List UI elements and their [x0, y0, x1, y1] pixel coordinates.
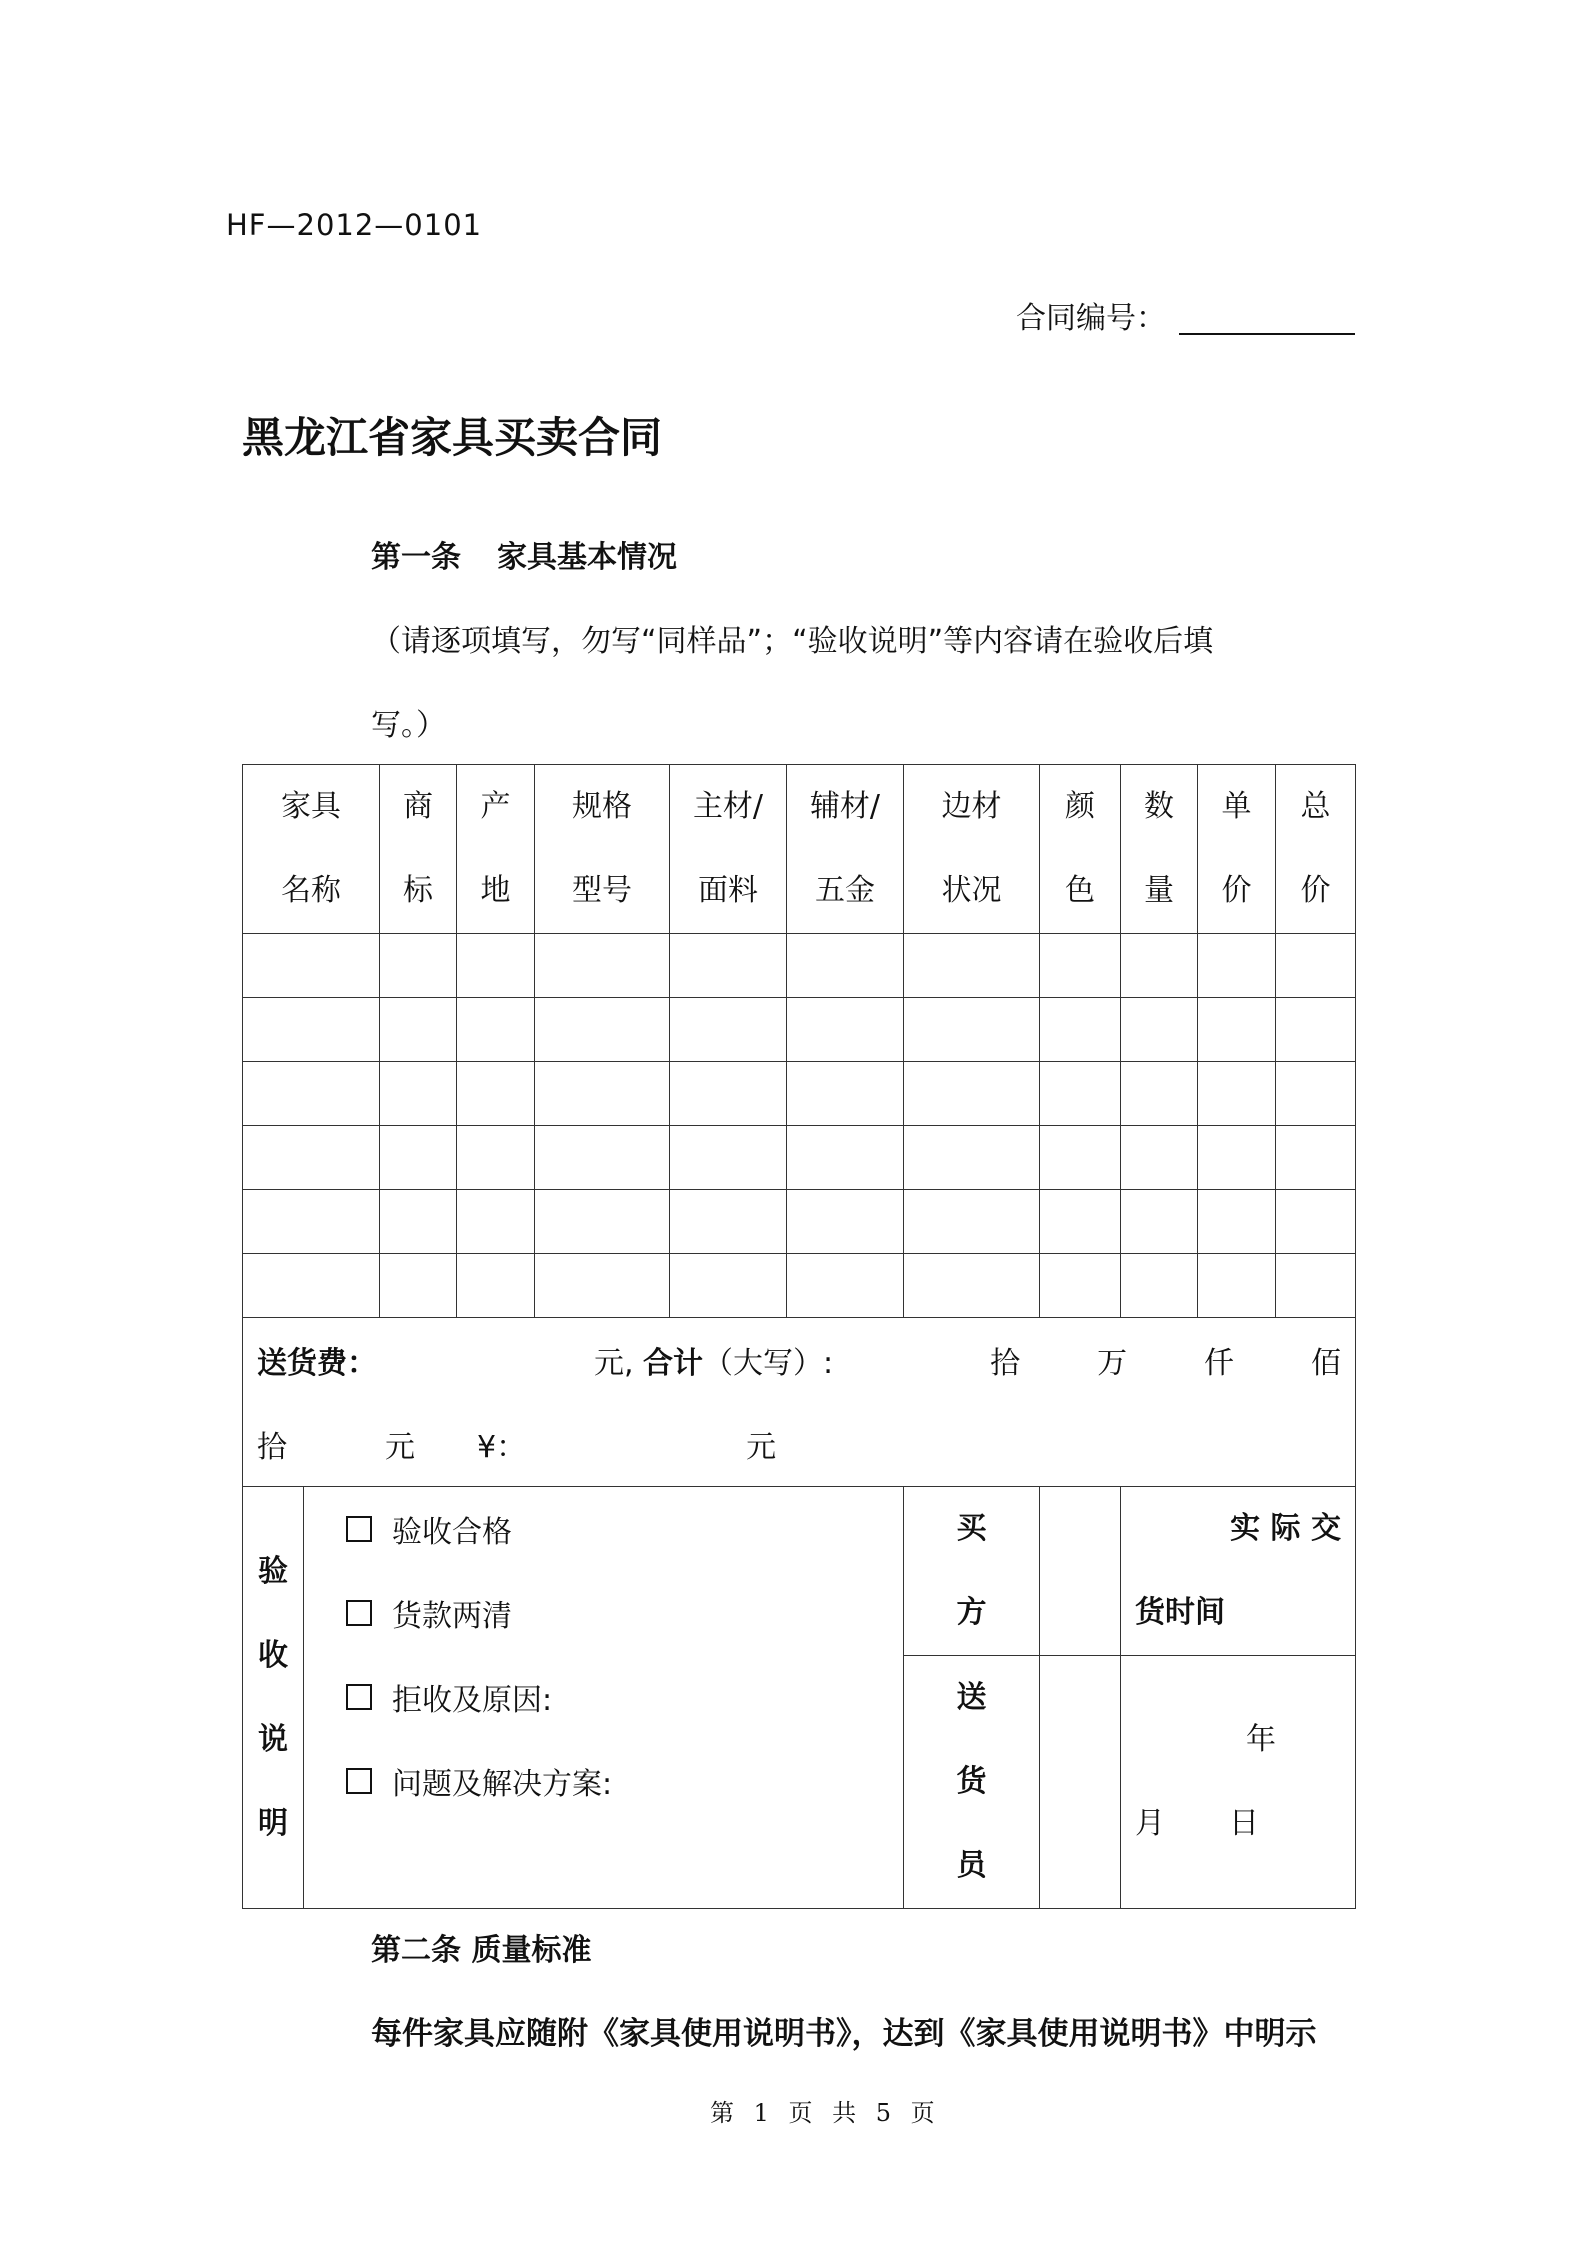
checkbox-icon[interactable] — [346, 1600, 372, 1626]
acceptance-row-1 — [243, 1487, 1356, 1656]
fee-yuan: 元, 合计（大写）: — [593, 1346, 834, 1381]
fill-note-line-1: （请逐项填写，勿写“同样品”；“验收说明”等内容请在验收后填 — [371, 624, 1214, 659]
unit-bai: 佰 — [1310, 1346, 1341, 1381]
option-rejected[interactable]: 拒收及原因: — [304, 1655, 903, 1739]
article-2-heading: 第二条 质量标准 — [371, 1933, 592, 1968]
table-row — [243, 934, 1356, 998]
acceptance-options — [304, 1487, 904, 1909]
buyer-signature-field[interactable] — [1040, 1487, 1121, 1656]
header-furniture-name: 家具 名称 — [243, 765, 380, 934]
unit-yuan: 元 — [385, 1430, 415, 1465]
unit-qian: 仟 — [1204, 1346, 1235, 1381]
unit-wan: 万 — [1097, 1346, 1128, 1381]
header-main-material: 主材/ 面料 — [670, 765, 787, 934]
delivery-fee-label: 送货费： — [257, 1346, 377, 1381]
table-header-row — [243, 765, 1356, 934]
checkbox-icon[interactable] — [346, 1516, 372, 1542]
deliverer-signature-field[interactable] — [1040, 1656, 1121, 1909]
date-month: 月 — [1135, 1806, 1165, 1841]
header-aux-material: 辅材/ 五金 — [787, 765, 904, 934]
page-footer: 第 1 页 共 5 页 — [710, 2099, 941, 2127]
header-color: 颜 色 — [1040, 765, 1121, 934]
header-quantity: 数 量 — [1121, 765, 1198, 934]
header-model: 规格 型号 — [535, 765, 670, 934]
buyer-label: 买 方 — [904, 1487, 1040, 1656]
article-1-number: 第一条 — [371, 540, 461, 575]
article-1-name: 家具基本情况 — [497, 540, 677, 575]
fee-row — [243, 1318, 1356, 1487]
header-origin: 产 地 — [457, 765, 535, 934]
contract-number-label: 合同编号： — [1016, 301, 1166, 336]
header-edge: 边材 状况 — [904, 765, 1040, 934]
document-title: 黑龙江省家具买卖合同 — [242, 413, 663, 462]
total-label: 合计 — [643, 1346, 704, 1381]
yen-yuan: 元 — [746, 1430, 777, 1465]
table-row — [243, 1126, 1356, 1190]
form-code: HF—2012—0101 — [226, 208, 483, 242]
header-total-price: 总 价 — [1276, 765, 1356, 934]
delivery-date-field[interactable] — [1121, 1656, 1356, 1909]
delivery-time-label: 实 际 交 货时间 — [1121, 1487, 1356, 1656]
date-year: 年 — [1246, 1722, 1276, 1757]
table-row — [243, 1190, 1356, 1254]
daxie-label: （大写）: — [703, 1346, 834, 1381]
table-row — [243, 998, 1356, 1062]
checkbox-icon[interactable] — [346, 1684, 372, 1710]
header-brand: 商 标 — [380, 765, 457, 934]
table-row — [243, 1254, 1356, 1318]
contract-number-field[interactable] — [1179, 333, 1355, 335]
acceptance-label: 验 收 说 明 — [243, 1487, 304, 1909]
option-issues[interactable]: 问题及解决方案: — [304, 1739, 903, 1823]
option-settled[interactable]: 货款两清 — [304, 1571, 903, 1655]
furniture-table — [242, 764, 1356, 1909]
deliverer-label: 送 货 员 — [904, 1656, 1040, 1909]
option-passed[interactable]: 验收合格 — [304, 1487, 903, 1571]
article-2-text: 每件家具应随附《家具使用说明书》，达到《家具使用说明书》中明示 — [371, 2016, 1317, 2052]
table-row — [243, 1062, 1356, 1126]
date-day: 日 — [1229, 1806, 1259, 1841]
delivery-fee-cell[interactable] — [243, 1318, 1356, 1487]
yen-label: ¥： — [477, 1430, 527, 1465]
unit-shi-wan: 拾 — [990, 1346, 1021, 1381]
article-1-heading — [371, 532, 677, 576]
header-unit-price: 单 价 — [1198, 765, 1276, 934]
fill-note-line-2: 写。） — [371, 708, 446, 743]
unit-shi: 拾 — [257, 1430, 287, 1465]
checkbox-icon[interactable] — [346, 1768, 372, 1794]
